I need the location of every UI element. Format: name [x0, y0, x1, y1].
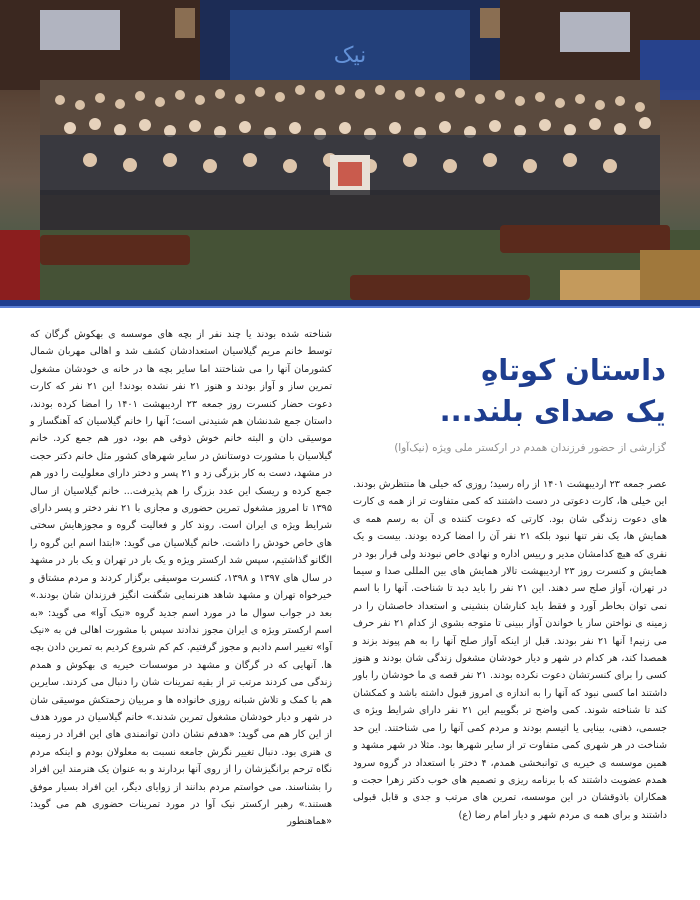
chair-right: [640, 250, 700, 300]
group-photo-illustration: [0, 0, 700, 300]
chair-left: [0, 230, 40, 300]
table-left: [40, 235, 190, 265]
photo-divider: [0, 300, 700, 308]
body-column-right: [353, 476, 667, 824]
screen-right: [560, 12, 630, 52]
svg-text:ﻧﯿﮏ: ﻧﯿﮏ: [333, 43, 367, 68]
article-title-line2: یک صدای بلند...: [439, 394, 666, 428]
article-subtitle: گزارشی از حضور فرزندان همدم در ارکستر ملی ویژه (نیک‌آوا): [394, 442, 666, 454]
group-photo: [0, 0, 700, 300]
screen-left: [40, 10, 120, 50]
body-text-left: شناخته شده بودند یا چند نفر از بچه های موسسه ی بهکوش گرگان که توسط خانم مریم گیلاسیان استعدادشان کشف شد و اهالی مهربان شمال کشورمان آنها را می شناختند اما سایر بچه ها در خانه ی خودشان مشغول تمرین ساز و آواز بودند و هنوز ۲۱ نفر نشده بودند! این ۲۱ نفر که کارت دعوت حضار کنسرت روز جمعه ۲۳ اردیبهشت ۱۴۰۱ را امضا کرده بودند، داستان جمع شدنشان هم شنیدنی است؛ آنها را خانم گیلاسیان که آهنگساز و موسیقی دان و البته خانم خوش ذوقی هم بود، دور هم جمع کرد. خانم گیلاسیان با مشورت دوستانش در سایر شهرهای کشور مثل خانم دکتر حجت در مشهد، دست به کار بزرگی زد و ۲۱ پسر و دختر دارای معلولیت را دور هم جمع کرده و ریسک این عدد بزرگ را هم پذیرفت... خانم گیلاسیان از سال ۱۳۹۵ تا امروز مشغول تمرین حضوری و مجازی با ۲۱ نفر دختر و پسر دارای شرایط ویژه ی ایران است. روند کار و فعالیت گروه و مجوزهایش سختی های خاص خودش را داشت. خانم گیلاسیان می گوید: «ابتدا اسم این گروه را الگانو گذاشتیم، سپس شد ارکستر ویژه و یک بار در تهران و یک بار در مشهد در سال های ۱۳۹۷ و ۱۳۹۸، کنسرت موسیقی برگزار کردند و مردم مشتاق و خیرخواه تهران و مشهد شاهد هنرنمایی شگفت انگیز فرزندان شان بودند.» بعد در جواب سوال ما در مورد اسم جدید گروه «نیک آوا» می گوید: «به اسم ارکستر ویژه ی ایران مجوز ندادند سپس با مشورت اهالی فن به «نیک آوا» تغییر اسم دادیم و مجوز گرفتیم. کم کم شروع کردیم به تمرین دادن بچه ها. آنهایی که در گرگان و مشهد در موسسات خیریه ی بهکوش و همدم زندگی می کردند مرتب تر از بقیه تمرینات شان را دنبال می کردند. سایرین هم با کمک و تلاش شبانه روزی خانواده ها و مربیان زحمتکش موسیقی شان در شهر و دیار خودشان مشغول تمرین شدند.» خانم گیلاسیان در مورد هدف از این کار هم می گوید: «هدفم نشان دادن توانمندی های این افراد در زمینه ی هنری بود. دنبال تغییر نگرش جامعه نسبت به معلولان بودم و اینکه مردم نگاه ترحم برانگیزشان را از روی آنها بردارند و به عنوان یک هنرمند این افراد را بشناسند. می خواستم مردم بدانند از زوایای دیگر، این افراد بسیار موفق هستند.» رهبر ارکستر نیک آوا در مورد تمرینات حضوری هم می گوید: «هماهنطور: [30, 329, 333, 828]
article-title-line1: داستان کوتاهِ: [481, 353, 666, 387]
body-column-left: [30, 326, 332, 831]
body-text-right: عصر جمعه ۲۳ اردیبهشت ۱۴۰۱ از راه رسید؛ روزی که خیلی ها منتظرش بودند. این خیلی ها، کارت دعوتی در دست داشتند که کمی متفاوت تر از همه ی کارت های دعوت زندگی شان بود. کارتی که دعوت کننده ی آن به رسم همه ی همایش ها، یک نفر تنها نبود بلکه ۲۱ نفر آن را امضا کرده بودند. بیست و یک نفری که هیچ کدامشان مدیر و رییس اداره و نهادی خاص نبودند ولی قرار بود در همایش و کنسرت روز ۲۳ اردیبهشت تالار همایش های بین المللی صدا و سیما در تهران، آواز صلح سر دهند. این ۲۱ نفر را باید دید تا شناخت. آنها را با اسم نمی توان بخاطر آورد و فقط باید کنارشان بنشینی و استعداد خاصشان را در زمینه ی نواختن ساز یا خواندن آواز ببینی تا متوجه بشوی از کدام ۲۱ نفر حرف می زنیم! آنها ۲۱ نفر بودند. قبل از اینکه آواز صلح آنها را به هم پیوند بزند و همصدا کند، هر کدام در شهر و دیار خودشان مشغول زندگی شان بودند و هنوز کسی را برای کنسرتشان دعوت نکرده بودند. ۲۱ نفر قصه ی ما خودشان را باور داشتند اما کسی نبود که آنها را به اندازه ی امروز قبول داشته باشد و کمکشان کند تا شناخته شوند. کمی واضح تر بگوییم این ۲۱ نفر دارای شرایط ویژه ی جسمی، ذهنی، بینایی یا اتیسم بودند و مردم کمی آنها را می شناختند. این حد شناخت در هر شهری کمی متفاوت تر از سایر شهرها بود. مثلا در شهر مشهد و همین موسسه ی خیریه ی توانبخشی همدم، ۴ دختر با استعداد در گروه سرود همدم عضویت داشتند که با برنامه ریزی و تصمیم های خوب دکتر زهرا حجت و همکاران باذوقشان در این موسسه، تمرین های مرتب و جدی و قابل قبولی داشتند و برای همه ی مردم شهر و دیار امام رضا (ع): [353, 479, 668, 821]
table-right: [500, 225, 670, 253]
